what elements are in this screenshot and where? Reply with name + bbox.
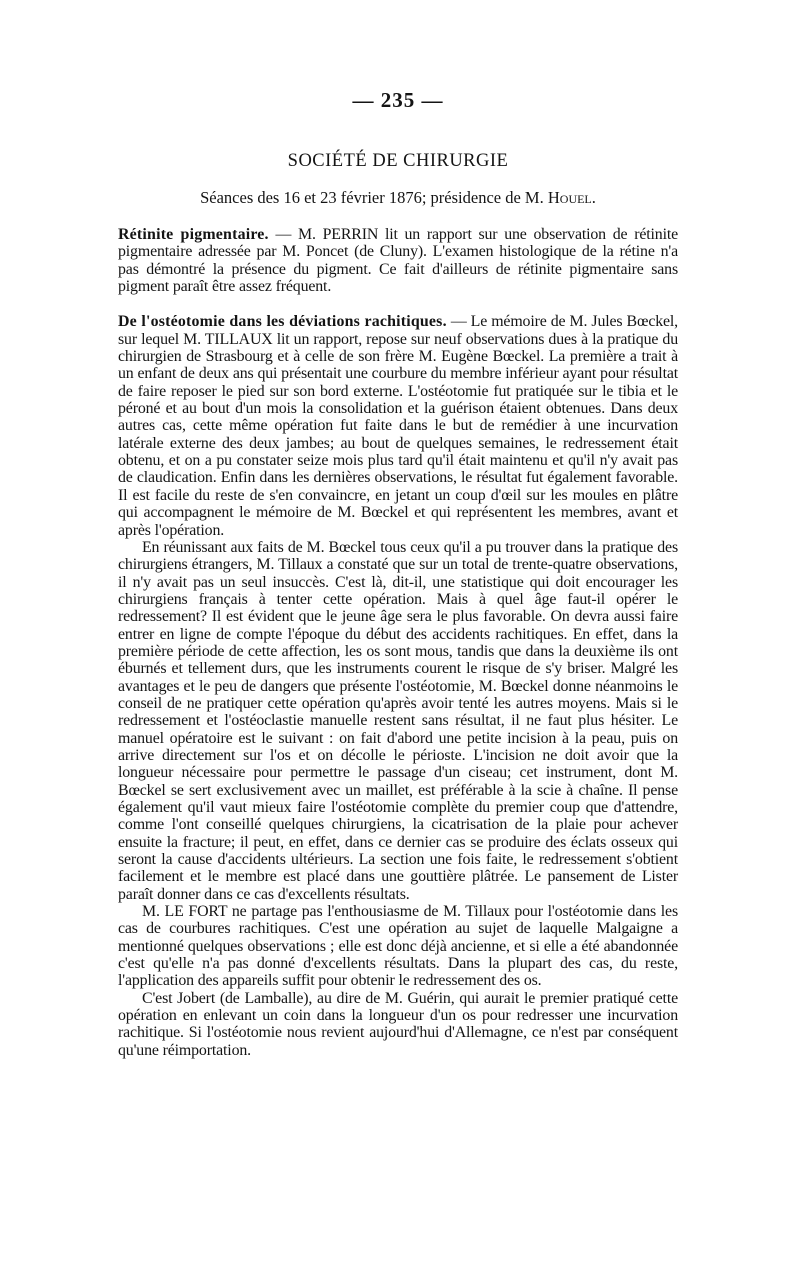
journal-page — [118, 78, 678, 1077]
sessions-suffix: . — [591, 188, 596, 207]
sessions-prefix: Séances des 16 et 23 février 1876; présidence de M. — [200, 188, 548, 207]
sessions-line — [118, 188, 678, 208]
section-osteotomie — [118, 313, 678, 1059]
paragraph — [118, 226, 678, 295]
paragraph: M. LE FORT ne partage pas l'enthousiasme de M. Tillaux pour l'ostéotomie dans les cas de courbures rachitiques. C'est une opération au sujet de laquelle Malgaigne a mentionné quelques observations ; elle est donc déjà ancienne, et si elle a été abandonnée c'est qu'elle n'a pas donné d'excellents résultats. Dans la plupart des cas, du reste, l'application des appareils suffit pour obtenir le redressement des os. — [118, 903, 678, 990]
paragraph — [118, 313, 678, 538]
section-heading: Rétinite pigmentaire. — [118, 226, 269, 243]
president-name: Houel — [547, 188, 592, 207]
article-body — [118, 226, 678, 1059]
section-heading: De l'ostéotomie dans les déviations rachitiques. — [118, 313, 447, 331]
paragraph: En réunissant aux faits de M. Bœckel tous ceux qu'il a pu trouver dans la pratique des chirurgiens étrangers, M. Tillaux a constaté que sur un total de trente-quatre observations, il n'y avait pas un seul insuccès. C'est là, dit-il, une statistique qui doit encourager les chirurgiens français à tenter cette opération. Mais à quel âge faut-il opérer le redressement? Il est évident que le jeune âge sera le plus favorable. On devra aussi faire entrer en ligne de compte l'époque du début des accidents rachitiques. En effet, dans la première période de cette affection, les os sont mous, tandis que dans la deuxième ils ont éburnés et tellement durs, que les instruments courent le risque de s'y briser. Malgré les avantages et le peu de dangers que présente l'ostéotomie, M. Bœckel donne néanmoins le conseil de ne pratiquer cette opération qu'après avoir tenté les autres moyens. Mais si le redressement et l'ostéoclastie manuelle restent sans résultat, il ne faut plus hésiter. Le manuel opératoire est le suivant : on fait d'abord une petite incision à la peau, puis on arrive directement sur l'os et on décolle le périoste. L'incision ne doit avoir que la longueur nécessaire pour permettre le passage d'un ciseau; cet instrument, dont M. Bœckel se sert exclusivement avec un maillet, est préférable à la scie à chaîne. Il pense également qu'il vaut mieux faire l'ostéotomie complète du premier coup que d'attendre, comme l'ont conseillé quelques chirurgiens, la cicatrisation de la plaie pour achever ensuite la fracture; il peut, en effet, dans ce dernier cas se produire des éclats osseux qui seront la cause d'accidents ultérieurs. La section une fois faite, le redressement s'obtient facilement et le membre est placé dans une gouttière plâtrée. Le pansement de Lister paraît donner dans ce cas d'excellents résultats. — [118, 538, 678, 903]
society-title: SOCIÉTÉ DE CHIRURGIE — [287, 151, 509, 171]
page-number: — 235 — — [352, 88, 444, 112]
section-retinite — [118, 226, 678, 295]
paragraph-text: — M. PERRIN lit un rapport sur une observation de rétinite pigmentaire adressée par M. Poncet (de Cluny). L'examen histologique de la rétine n'a pas démontré la présence du pigment. Ce fait d'ailleurs de rétinite pigmentaire sans pigment paraît être assez fréquent. — [118, 226, 678, 296]
paragraph: C'est Jobert (de Lamballe), au dire de M. Guérin, qui aurait le premier pratiqué cette opération en enlevant un coin dans la longueur d'un os pour redresser une incurvation rachitique. Si l'ostéotomie nous revient aujourd'hui d'Allemagne, ce n'est par conséquent qu'une réimportation. — [118, 989, 678, 1059]
paragraph-text: — Le mémoire de M. Jules Bœckel, sur lequel M. TILLAUX lit un rapport, repose sur neuf observations dues à la pratique du chirurgien de Strasbourg et à celle de son frère M. Eugène Bœckel. La première a trait à un enfant de deux ans qui présentait une courbure du membre inférieur ayant pour résultat de faire reposer le pied sur son bord externe. L'ostéotomie fut pratiquée sur le tibia et le péroné et au bout d'un mois la consolidation et la guérison étaient obtenues. Dans deux autres cas, cette même opération fut faite dans le but de remédier à une incurvation latérale externe des deux jambes; au bout de quelques semaines, le redressement était obtenu, et on a pu constater seize mois plus tard qu'il était maintenu et qu'il n'y avait pas de claudication. Enfin dans les dernières observations, le résultat fut également favorable. Il est facile du reste de s'en convaincre, en jetant un coup d'œil sur les moules en plâtre qui accompagnent le mémoire de M. Bœckel et qui représentent les membres, avant et après l'opération. — [118, 313, 679, 539]
